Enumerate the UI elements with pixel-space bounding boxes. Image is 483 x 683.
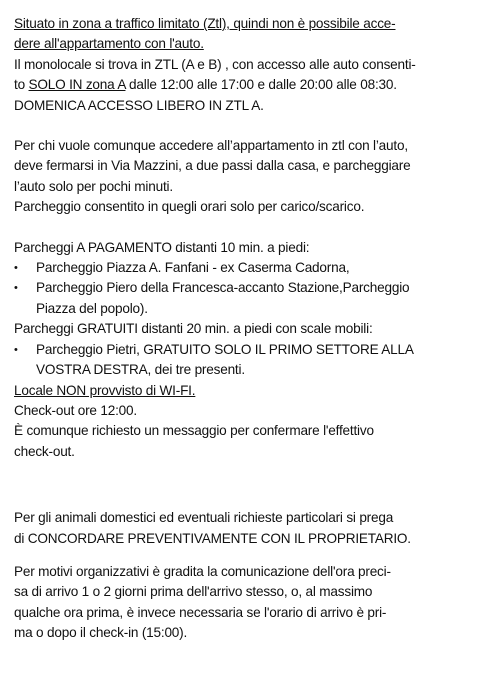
arrival-line-4: ma o dopo il check-in (15:00). [14,625,188,641]
ztl-access-line-2 [14,75,476,95]
paragraph-gap [14,462,476,482]
ztl-access-line-1: Il monolocale si trova in ZTL (A e B) , con accesso alle auto consenti- [14,56,416,72]
paragraph-gap [14,549,476,562]
paragraph-gap [14,218,476,238]
paid-parking-item-1 [14,258,476,278]
arrival-line-3: qualche ora prima, è invece necessaria se l'orario di arrivo è pri- [14,604,387,620]
ztl-intro-line-1: Situato in zona a traffico limitato (Ztl), quindi non è possibile acce- [14,16,396,31]
paid-parking-item-2 [14,278,476,319]
loading-parking-line: Parcheggio consentito in quegli orari solo per carico/scarico. [14,199,365,215]
checkout-message-line-2: check-out. [14,443,75,459]
pets-line-2: di CONCORDARE PREVENTIVAMENTE CON IL PROPRIETARIO. [14,530,411,546]
arrival-line-2: sa di arrivo 1 o 2 giorni prima dell'arrivo stesso, o, al massimo [14,584,373,600]
wifi-notice: Locale NON provvisto di WI-FI. [14,382,196,398]
sunday-access-line: DOMENICA ACCESSO LIBERO IN ZTL A. [14,97,264,113]
paid-parking-heading: Parcheggi A PAGAMENTO distanti 10 min. a piedi: [14,239,310,255]
car-access-line-2: deve fermarsi in Via Mazzini, a due passi dalla casa, e parcheggiare [14,158,411,174]
paid-parking-item-2-line-1: Parcheggio Piero della Francesca-accanto Stazione,Parcheggio [36,280,410,296]
paragraph-gap [14,116,476,136]
ztl-access-prefix: to [14,77,29,93]
checkout-message-line-1: È comunque richiesto un messaggio per confermare l'effettivo [14,423,374,439]
free-parking-item-1-line-2: VOSTRA DESTRA, dei tre presenti. [36,362,245,378]
bullet-icon: • [14,282,18,295]
pets-line-1: Per gli animali domestici ed eventuali richieste particolari si prega [14,510,394,526]
free-parking-item-1-line-1: Parcheggio Pietri, GRATUITO SOLO IL PRIMO SETTORE ALLA [36,341,414,357]
paid-parking-item-1-text: Parcheggio Piazza A. Fanfani - ex Caserma Cadorna, [36,260,350,276]
checkout-time: Check-out ore 12:00. [14,402,137,418]
arrival-line-1: Per motivi organizzativi è gradita la comunicazione dell'ora preci- [14,563,391,579]
ztl-access-hours: dalle 12:00 alle 17:00 e dalle 20:00 alle 08:30. [125,77,397,93]
ztl-zone-a-text: SOLO IN zona A [28,77,126,93]
ztl-intro-line-2: dere all'appartamento con l'auto. [14,36,204,52]
free-parking-item-1 [14,340,476,381]
bullet-icon: • [14,262,18,275]
car-access-line-3: l’auto solo per pochi minuti. [14,178,173,194]
paid-parking-item-2-line-2: Piazza del popolo). [36,300,148,316]
paragraph-gap [14,482,476,508]
bullet-icon: • [14,343,18,356]
car-access-line-1: Per chi vuole comunque accedere all’appartamento in ztl con l’auto, [14,138,408,154]
free-parking-heading: Parcheggi GRATUITI distanti 20 min. a piedi con scale mobili: [14,321,373,337]
document-page [14,14,476,644]
